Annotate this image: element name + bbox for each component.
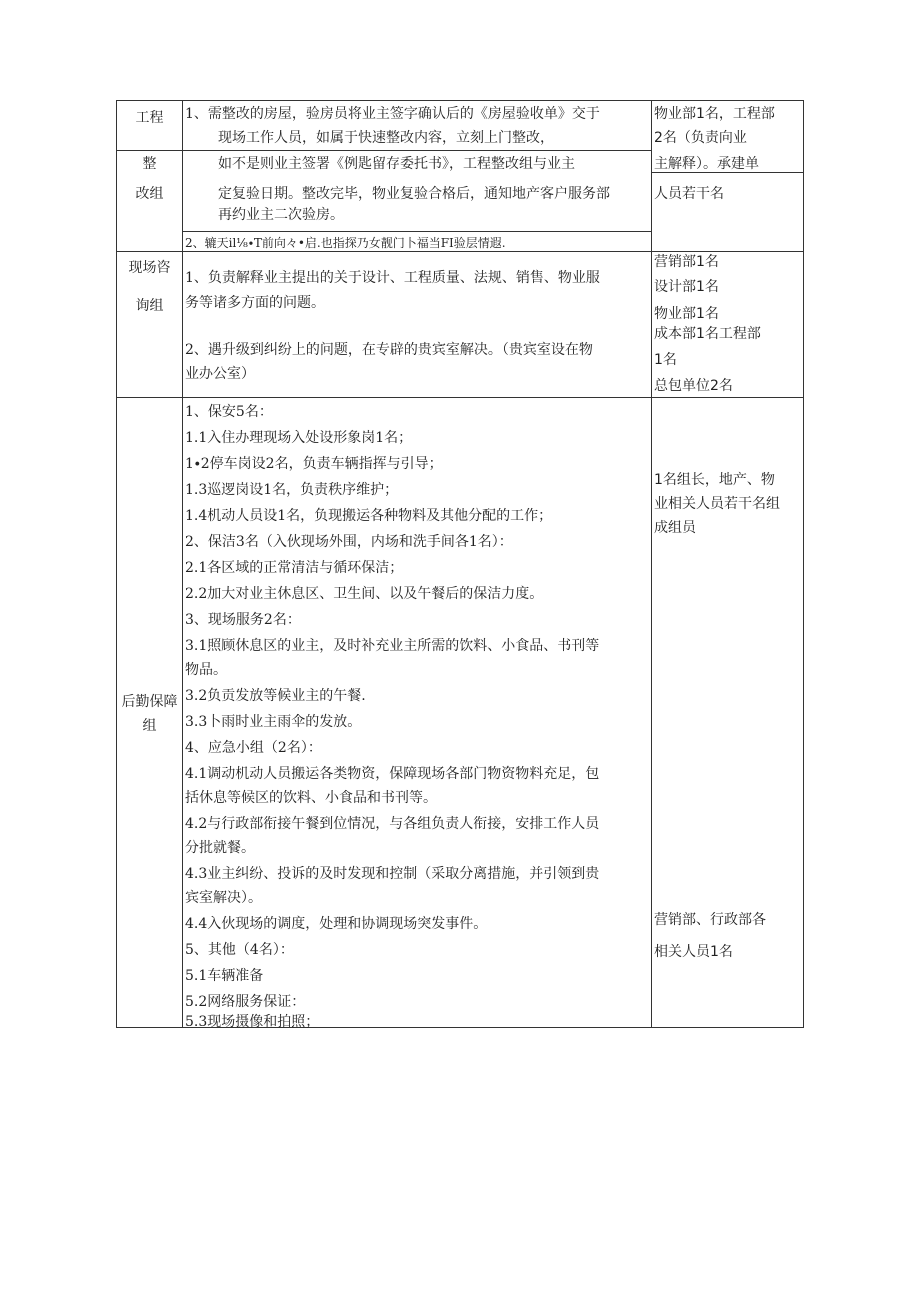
logistics-staff-4: 营销部、行政部各 bbox=[654, 912, 766, 928]
consultation-staff-4: 成本部1名工程部 bbox=[654, 326, 761, 342]
row-label-consultation-2: 询组 bbox=[135, 298, 164, 314]
logistics-staff-1: 1名组长，地产、物 bbox=[654, 472, 775, 488]
engineering-line-5: 再约业主二次验房。 bbox=[218, 207, 344, 223]
logistics-line-12: 3.2负贡发放等候业主的午餐. bbox=[185, 688, 366, 704]
consultation-staff-3: 物业部1名 bbox=[654, 306, 719, 322]
logistics-line-22: 5、其他（4名）： bbox=[185, 942, 294, 958]
row-divider-1 bbox=[117, 251, 803, 252]
row-label-logistics-2: 组 bbox=[142, 718, 157, 734]
logistics-line-10: 3.1照顾休息区的业主，及时补充业主所需的饮料、小食品、书刊等 bbox=[185, 638, 600, 654]
engineering-line-3: 如不是则业主签署《例匙留存委托书》，工程整改组与业主 bbox=[218, 156, 575, 172]
engineering-staff-3: 主解释）。承建单 bbox=[654, 156, 759, 172]
engineering-staff-4: 人员若干名 bbox=[654, 186, 724, 202]
logistics-line-5: 1.4机动人员设1名，负现搬运各种物料及其他分配的工作； bbox=[185, 508, 553, 524]
consultation-line-3: 2、遇升级到纠纷上的问题，在专辟的贵宾室解决。（贵宾室设在物 bbox=[185, 342, 593, 358]
consultation-line-2: 务等诸多方面的问题。 bbox=[185, 295, 325, 311]
consultation-staff-6: 总包单位2名 bbox=[654, 378, 733, 394]
column-divider-2 bbox=[651, 101, 652, 1027]
subrow-divider-2 bbox=[182, 231, 651, 232]
logistics-staff-2: 业相关人员若干名组 bbox=[654, 496, 780, 512]
logistics-line-7: 2.1各区域的正常清洁与循环保洁； bbox=[185, 560, 404, 576]
logistics-line-23: 5.1车辆准备 bbox=[185, 968, 264, 984]
engineering-line-2: 现场工作人员，如属于快速整改内容，立刻上门整改， bbox=[218, 130, 554, 146]
row-label-engineering-2: 整 bbox=[142, 156, 157, 172]
engineering-line-6: 2、辘天il⅛∙T前向々•启.也指探乃女靓门卜福当FI验层情遐. bbox=[185, 236, 506, 250]
logistics-line-25: 5.3现场摄像和拍照； bbox=[185, 1014, 320, 1030]
logistics-line-2: 1.1入住办理现场入处设形象岗1名； bbox=[185, 430, 413, 446]
engineering-staff-1: 物业部1名，工程部 bbox=[654, 106, 775, 122]
consultation-line-4: 业办公室） bbox=[185, 366, 255, 382]
logistics-line-6: 2、保洁3名（入伙现场外围，内场和洗手间各1名）： bbox=[185, 534, 513, 550]
consultation-staff-2: 设计部1名 bbox=[654, 279, 719, 295]
logistics-line-11: 物品。 bbox=[185, 662, 227, 678]
logistics-line-15: 4.1调动机动人员搬运各类物资，保障现场各部门物资物料充足，包 bbox=[185, 766, 600, 782]
logistics-staff-5: 相关人员1名 bbox=[654, 944, 733, 960]
logistics-line-18: 分批就餐。 bbox=[185, 840, 255, 856]
subrow-divider-1 bbox=[117, 150, 651, 151]
engineering-line-4: 定复验日期。整改完毕，物业复验合格后，通知地产客户服务部 bbox=[218, 186, 610, 202]
logistics-line-19: 4.3业主纠纷、投诉的及时发现和控制（采取分离措施，并引领到贵 bbox=[185, 866, 600, 882]
logistics-line-8: 2.2加大对业主休息区、卫生间、以及午餐后的保洁力度。 bbox=[185, 586, 544, 602]
logistics-line-4: 1.3巡逻岗设1名，负责秩序维护； bbox=[185, 482, 399, 498]
row-label-logistics: 后勤保障 bbox=[121, 694, 178, 710]
row-label-engineering: 工程 bbox=[135, 110, 164, 126]
logistics-line-20: 宾室解决）。 bbox=[185, 890, 262, 906]
logistics-staff-3: 成组员 bbox=[654, 520, 696, 536]
row-divider-2 bbox=[117, 397, 803, 398]
consultation-staff-5: 1名 bbox=[654, 352, 677, 368]
logistics-line-9: 3、现场服务2名： bbox=[185, 612, 301, 628]
logistics-line-14: 4、应急小组（2名）： bbox=[185, 740, 322, 756]
logistics-line-3: 1∙2停车岗设2名，负责车辆指挥与引导； bbox=[185, 456, 443, 472]
logistics-line-16: 括休息等候区的饮料、小食品和书刊等。 bbox=[185, 790, 437, 806]
responsibility-table bbox=[116, 100, 804, 1028]
logistics-line-17: 4.2与行政部衔接午餐到位情况，与各组负责人衔接，安排工作人员 bbox=[185, 816, 600, 832]
consultation-line-1: 1、负责解释业主提出的关于设计、工程质量、法规、销售、物业服 bbox=[185, 270, 600, 286]
logistics-line-21: 4.4入伙现场的调度，处理和协调现场突发事件。 bbox=[185, 916, 488, 932]
row-label-engineering-3: 改组 bbox=[135, 186, 164, 202]
logistics-line-13: 3.3卜雨时业主雨伞的发放。 bbox=[185, 714, 362, 730]
column-divider-1 bbox=[182, 101, 183, 1027]
engineering-staff-2: 2名（负责向业 bbox=[654, 130, 747, 146]
logistics-line-1: 1、保安5名： bbox=[185, 404, 273, 420]
logistics-line-24: 5.2网络服务保证： bbox=[185, 994, 306, 1010]
consultation-staff-1: 营销部1名 bbox=[654, 254, 719, 270]
row-label-consultation: 现场咨 bbox=[128, 260, 171, 276]
engineering-line-1: 1、需整改的房屋，验房员将业主签字确认后的《房屋验收单》交于 bbox=[185, 106, 600, 122]
